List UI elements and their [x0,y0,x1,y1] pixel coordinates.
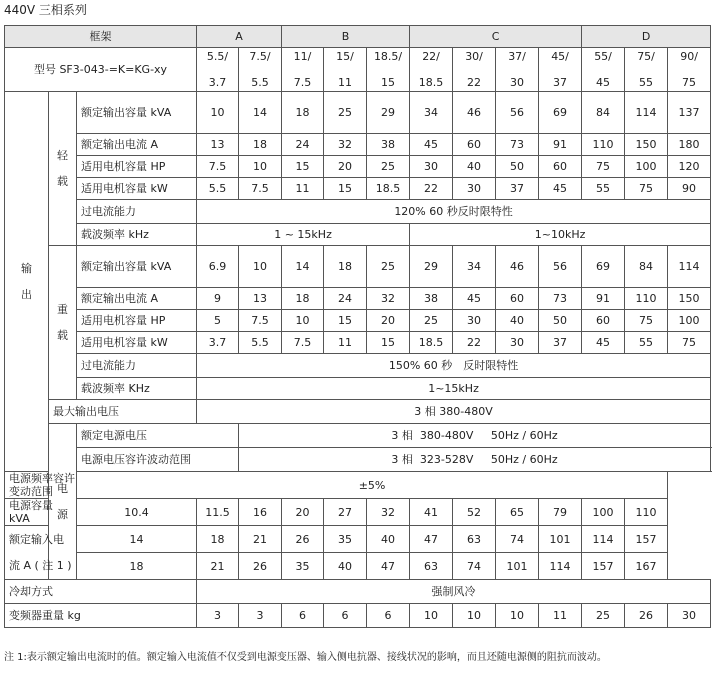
value-cell: 40 [453,156,496,178]
weight-label: 变频器重量 kg [5,604,197,628]
value-cell: 3 [197,604,239,628]
value-cell: 137 [668,92,711,134]
value-cell: 114 [668,246,711,288]
value-cell: 45 [539,178,582,200]
heavy-capacity-row [5,246,711,288]
value-cell: 16 [239,499,282,526]
spec-table [4,25,711,628]
value-cell: 13 [239,288,282,310]
value-cell: 55 [582,178,625,200]
value-cell: 75 [625,310,668,332]
value-cell: 110 [625,499,668,526]
light-kw-row [5,178,711,200]
page-title: 440V 三相系列 [4,3,87,17]
input-current-label-cell [5,526,77,580]
light-hp-row [5,156,711,178]
value-cell: 56 [539,246,582,288]
value-cell: 84 [582,92,625,134]
value-cell: 45 [453,288,496,310]
value-cell: 15 [282,156,324,178]
rated-voltage-label: 额定电源电压 [77,424,239,448]
value-cell: 10 [496,604,539,628]
heavy-capacity-label: 额定输出容量 kVA [77,246,197,288]
value-cell: 52 [453,499,496,526]
value-cell: 30 [410,156,453,178]
value-cell: 30 [496,332,539,354]
model-cell: 18.5/ 15 [367,48,410,92]
value-cell: 15 [367,332,410,354]
value-cell: 46 [453,92,496,134]
value-cell: 10 [453,604,496,628]
freq-range-value: ±5% [77,472,668,499]
value-cell: 35 [324,526,367,553]
value-cell: 6.9 [197,246,239,288]
value-cell: 90 [668,178,711,200]
value-cell: 14 [77,526,197,553]
value-cell: 75 [582,156,625,178]
value-cell: 29 [410,246,453,288]
light-current-label: 额定输出电流 A [77,134,197,156]
value-cell: 35 [282,553,324,580]
input-current-label-1: 额定输入电 [5,526,77,553]
model-cell: 75/ 55 [625,48,668,92]
value-cell: 60 [582,310,625,332]
value-cell: 75 [625,178,668,200]
value-cell: 114 [625,92,668,134]
value-cell: 41 [410,499,453,526]
model-cell: 7.5/ 5.5 [239,48,282,92]
light-carrier-label: 载波频率 kHz [77,224,197,246]
light-overcurrent-row [5,200,711,224]
value-cell: 91 [539,134,582,156]
input-light-row [5,553,711,580]
value-cell: 24 [324,288,367,310]
value-cell: 157 [582,553,625,580]
value-cell: 25 [324,92,367,134]
value-cell: 40 [496,310,539,332]
value-cell: 110 [625,288,668,310]
rated-voltage-value: 3 相 380-480V 50Hz / 60Hz [239,424,711,448]
heavy-carrier-label: 载波频率 KHz [77,378,197,400]
group-a: A [197,26,282,48]
freq-range-row [5,472,711,499]
weight-row [5,604,711,628]
voltage-range-row [5,448,711,472]
output-label: 输出 [5,92,49,472]
value-cell: 25 [367,246,410,288]
value-cell: 7.5 [282,332,324,354]
value-cell: 63 [453,526,496,553]
power-label: 电源 [49,424,77,580]
value-cell: 114 [539,553,582,580]
model-cell: 22/ 18.5 [410,48,453,92]
input-current-subtable [5,526,77,579]
power-capacity-row [5,499,711,526]
value-cell: 10 [197,92,239,134]
value-cell: 60 [496,288,539,310]
value-cell: 46 [496,246,539,288]
value-cell: 37 [539,332,582,354]
group-d: D [582,26,711,48]
value-cell: 55 [625,332,668,354]
value-cell: 5.5 [197,178,239,200]
cooling-row [5,580,711,604]
value-cell: 30 [453,310,496,332]
light-capacity-label: 额定输出容量 kVA [77,92,197,134]
value-cell: 60 [539,156,582,178]
value-cell: 14 [239,92,282,134]
value-cell: 18 [282,288,324,310]
value-cell: 45 [410,134,453,156]
frame-label: 框架 [5,26,197,48]
value-cell: 79 [539,499,582,526]
value-cell: 47 [367,553,410,580]
value-cell: 18.5 [367,178,410,200]
value-cell: 27 [324,499,367,526]
value-cell: 7.5 [197,156,239,178]
value-cell: 84 [625,246,668,288]
value-cell: 100 [668,310,711,332]
value-cell: 5 [197,310,239,332]
value-cell: 11.5 [197,499,239,526]
value-cell: 34 [410,92,453,134]
value-cell: 91 [582,288,625,310]
max-voltage-value: 3 相 380-480V [197,400,711,424]
value-cell: 18 [197,526,239,553]
heavy-label: 重载 [49,246,77,400]
model-row [5,48,711,92]
value-cell: 157 [625,526,668,553]
value-cell: 10 [239,156,282,178]
value-cell: 34 [453,246,496,288]
model-cell: 30/ 22 [453,48,496,92]
heavy-hp-row [5,310,711,332]
value-cell: 100 [625,156,668,178]
value-cell: 10 [239,246,282,288]
value-cell: 32 [367,288,410,310]
value-cell: 38 [410,288,453,310]
value-cell: 150 [625,134,668,156]
voltage-range-label: 电源电压容许波动范围 [77,448,239,472]
value-cell: 150 [668,288,711,310]
light-hp-label: 适用电机容量 HP [77,156,197,178]
value-cell: 18 [282,92,324,134]
value-cell: 26 [239,553,282,580]
heavy-overcurrent-value: 150% 60 秒 反时限特性 [197,354,711,378]
value-cell: 74 [453,553,496,580]
value-cell: 30 [668,604,711,628]
value-cell: 101 [539,526,582,553]
value-cell: 101 [496,553,539,580]
value-cell: 167 [625,553,668,580]
light-capacity-row [5,92,711,134]
heavy-overcurrent-label: 过电流能力 [77,354,197,378]
value-cell: 20 [324,156,367,178]
value-cell: 7.5 [239,310,282,332]
model-cell: 45/ 37 [539,48,582,92]
model-cell: 37/ 30 [496,48,539,92]
value-cell: 18 [324,246,367,288]
value-cell: 26 [625,604,668,628]
value-cell: 180 [668,134,711,156]
value-cell: 50 [496,156,539,178]
light-carrier-value-1: 1 ~ 15kHz [197,224,410,246]
max-voltage-label: 最大输出电压 [49,400,197,424]
value-cell: 32 [324,134,367,156]
value-cell: 100 [582,499,625,526]
model-label: 型号 SF3-043-=K=KG-xy [5,48,197,92]
freq-range-label: 电源频率容许变动范围 [5,472,77,499]
value-cell: 73 [496,134,539,156]
value-cell: 60 [453,134,496,156]
value-cell: 69 [539,92,582,134]
value-cell: 6 [282,604,324,628]
heavy-carrier-value: 1~15kHz [197,378,711,400]
value-cell: 18 [239,134,282,156]
heavy-hp-label: 适用电机容量 HP [77,310,197,332]
model-cell: 55/ 45 [582,48,625,92]
value-cell: 120 [668,156,711,178]
power-capacity-label: 电源容量 kVA [5,499,77,526]
value-cell: 10 [282,310,324,332]
value-cell: 21 [239,526,282,553]
heavy-current-row [5,288,711,310]
rated-voltage-row [5,424,711,448]
value-cell: 25 [410,310,453,332]
light-current-row [5,134,711,156]
value-cell: 65 [496,499,539,526]
value-cell: 18 [77,553,197,580]
model-cell: 5.5/ 3.7 [197,48,239,92]
group-b: B [282,26,410,48]
value-cell: 24 [282,134,324,156]
value-cell: 6 [367,604,410,628]
input-current-label-2: 流 A ( 注 1 ) [5,553,77,580]
light-carrier-row [5,224,711,246]
value-cell: 25 [367,156,410,178]
value-cell: 74 [496,526,539,553]
value-cell: 13 [197,134,239,156]
heavy-overcurrent-row [5,354,711,378]
value-cell: 37 [496,178,539,200]
heavy-kw-label: 适用电机容量 kW [77,332,197,354]
group-c: C [410,26,582,48]
model-cell: 11/ 7.5 [282,48,324,92]
value-cell: 3.7 [197,332,239,354]
value-cell: 3 [239,604,282,628]
light-label: 轻载 [49,92,77,246]
value-cell: 20 [367,310,410,332]
value-cell: 5.5 [239,332,282,354]
heavy-current-label: 额定输出电流 A [77,288,197,310]
value-cell: 11 [282,178,324,200]
light-overcurrent-label: 过电流能力 [77,200,197,224]
value-cell: 56 [496,92,539,134]
value-cell: 40 [367,526,410,553]
value-cell: 45 [582,332,625,354]
value-cell: 9 [197,288,239,310]
value-cell: 38 [367,134,410,156]
max-voltage-row [5,400,711,424]
value-cell: 21 [197,553,239,580]
value-cell: 14 [282,246,324,288]
value-cell: 63 [410,553,453,580]
heavy-kw-row [5,332,711,354]
value-cell: 10 [410,604,453,628]
frame-row [5,26,711,48]
value-cell: 40 [324,553,367,580]
value-cell: 75 [668,332,711,354]
value-cell: 73 [539,288,582,310]
value-cell: 114 [582,526,625,553]
value-cell: 15 [324,310,367,332]
input-heavy-row [5,526,711,553]
value-cell: 6 [324,604,367,628]
model-cell: 15/ 11 [324,48,367,92]
model-cell: 90/ 75 [668,48,711,92]
value-cell: 11 [324,332,367,354]
value-cell: 11 [539,604,582,628]
value-cell: 10.4 [77,499,197,526]
heavy-carrier-row [5,378,711,400]
value-cell: 15 [324,178,367,200]
light-overcurrent-value: 120% 60 秒反时限特性 [197,200,711,224]
value-cell: 26 [282,526,324,553]
value-cell: 29 [367,92,410,134]
value-cell: 30 [453,178,496,200]
value-cell: 47 [410,526,453,553]
value-cell: 32 [367,499,410,526]
value-cell: 50 [539,310,582,332]
cooling-value: 强制风冷 [197,580,711,604]
cooling-label: 冷却方式 [5,580,197,604]
value-cell: 20 [282,499,324,526]
value-cell: 18.5 [410,332,453,354]
value-cell: 22 [453,332,496,354]
value-cell: 25 [582,604,625,628]
value-cell: 110 [582,134,625,156]
footnote: 注 1:表示额定输出电流时的值。额定输入电流值不仅受到电源变压器、输入侧电抗器、接线状况的影响，而且还随电源侧的阻抗而波动。 [4,652,607,663]
value-cell: 22 [410,178,453,200]
voltage-range-value: 3 相 323-528V 50Hz / 60Hz [239,448,711,472]
light-kw-label: 适用电机容量 kW [77,178,197,200]
light-carrier-value-2: 1~10kHz [410,224,711,246]
value-cell: 7.5 [239,178,282,200]
value-cell: 69 [582,246,625,288]
